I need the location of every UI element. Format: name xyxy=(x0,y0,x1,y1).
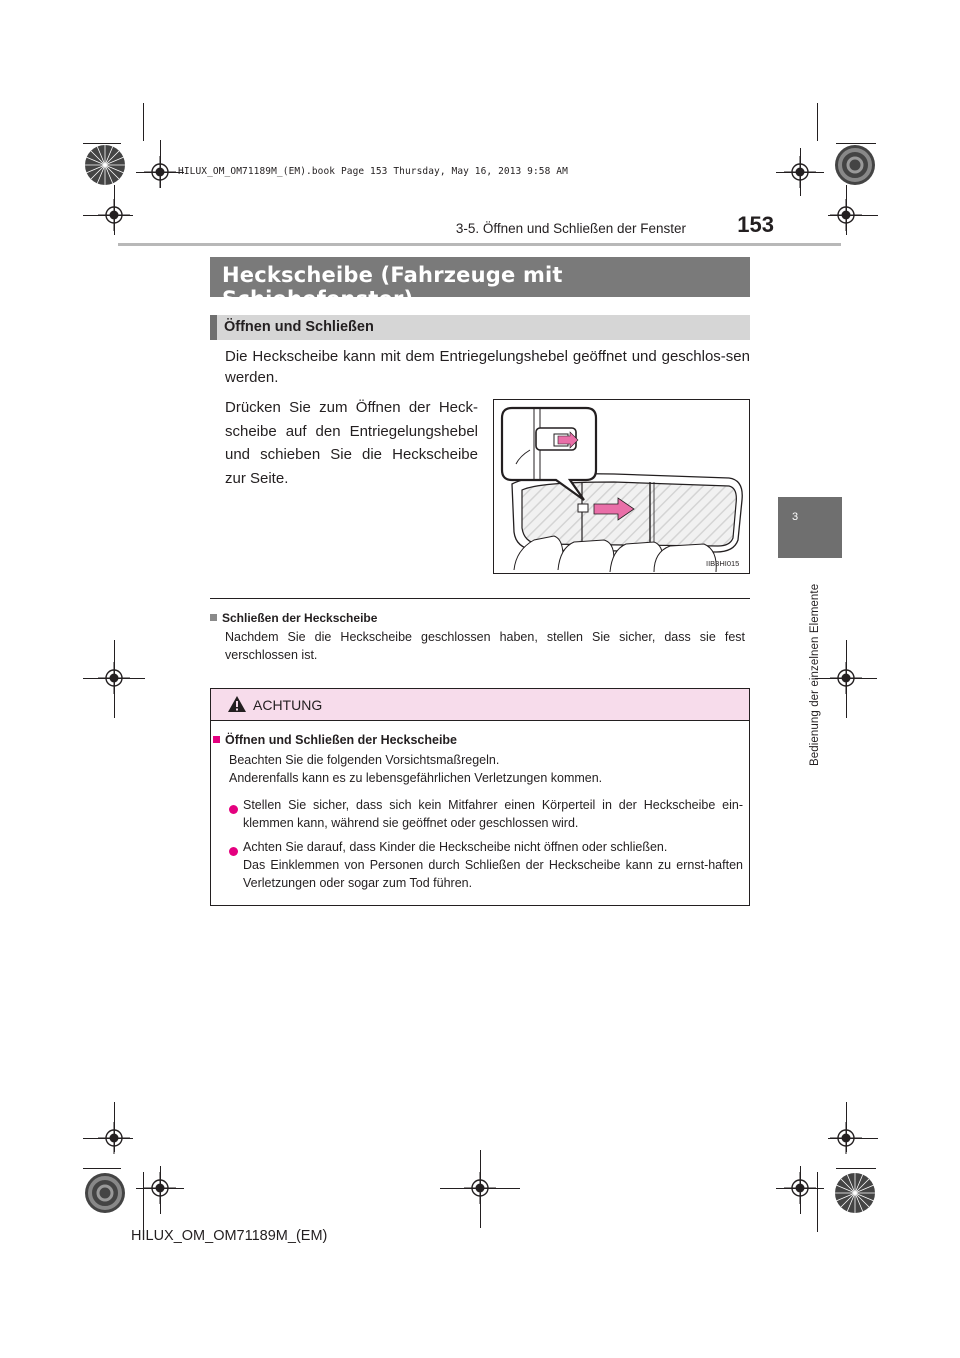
registration-mark-icon xyxy=(464,1172,496,1204)
book-info: HILUX_OM_OM71189M_(EM).book Page 153 Thursday, May 16, 2013 9:58 AM xyxy=(178,166,568,177)
registration-mark-icon xyxy=(830,1122,862,1154)
note-heading xyxy=(210,611,377,625)
warning-bullet-2-line-1: Achten Sie darauf, dass Kinder die Heckscheibe nicht öffnen oder schließen. xyxy=(243,840,668,854)
subsection-bar xyxy=(210,315,750,340)
warning-bullet-2-line-2: Das Einklemmen von Personen durch Schließen der Heckscheibe kann zu ernst-haften Verletzungen oder sogar zum Tod führen. xyxy=(243,858,743,890)
section-reference: 3-5. Öffnen und Schließen der Fenster xyxy=(455,221,686,236)
footer-text: HILUX_OM_OM71189M_(EM) xyxy=(131,1228,328,1244)
warning-header xyxy=(211,689,749,721)
square-bullet-icon xyxy=(210,614,217,621)
registration-mark-icon xyxy=(98,1122,130,1154)
subsection-title: Öffnen und Schließen xyxy=(224,319,374,335)
section-title: Heckscheibe (Fahrzeuge mit Schiebefenster) xyxy=(222,263,563,311)
header-rule xyxy=(118,243,841,246)
calibration-wheel-icon xyxy=(834,1172,876,1214)
calibration-wheel-icon xyxy=(834,144,876,186)
registration-mark-icon xyxy=(830,662,862,694)
section-divider xyxy=(210,598,750,599)
registration-mark-icon xyxy=(784,156,816,188)
registration-mark-icon xyxy=(144,156,176,188)
rear-window-drawing xyxy=(494,400,749,573)
chapter-title: Bedienung der einzelnen Elemente xyxy=(809,583,821,766)
registration-mark-icon xyxy=(784,1172,816,1204)
figure-code: IIB3HI015 xyxy=(706,559,740,568)
square-bullet-icon xyxy=(213,736,220,743)
note-title: Schließen der Heckscheibe xyxy=(222,611,378,625)
warning-triangle-icon xyxy=(227,695,247,713)
chapter-tab[interactable] xyxy=(778,497,842,558)
rear-window-illustration xyxy=(493,399,750,574)
registration-mark-icon xyxy=(98,199,130,231)
chapter-number: 3 xyxy=(792,511,799,523)
subsection-accent xyxy=(210,315,217,340)
warning-label: ACHTUNG xyxy=(253,697,323,713)
registration-mark-icon xyxy=(144,1172,176,1204)
page-number: 153 xyxy=(737,212,774,237)
bullet-dot-icon xyxy=(229,842,238,860)
note-text: Nachdem Sie die Heckscheibe geschlossen haben, stellen Sie sicher, dass sie fest verschlossen ist. xyxy=(225,630,745,662)
instruction-paragraph: Drücken Sie zum Öffnen der Heck-scheibe auf den Entriegelungshebel und schieben Sie die Heckscheibe zur Seite. xyxy=(225,399,478,487)
section-title-bar xyxy=(210,257,750,311)
calibration-wheel-icon xyxy=(84,144,126,186)
warning-line-2: Anderenfalls kann es zu lebensgefährlichen Verletzungen kommen. xyxy=(229,771,603,785)
calibration-wheel-icon xyxy=(84,1172,126,1214)
intro-paragraph: Die Heckscheibe kann mit dem Entriegelungshebel geöffnet und geschlos-sen werden. xyxy=(225,348,750,386)
warning-title-row xyxy=(213,733,457,747)
warning-title: Öffnen und Schließen der Heckscheibe xyxy=(225,733,458,747)
bullet-dot-icon xyxy=(229,800,238,818)
registration-mark-icon xyxy=(830,199,862,231)
warning-line-1: Beachten Sie die folgenden Vorsichtsmaßregeln. xyxy=(229,753,500,767)
warning-bullet-1: Stellen Sie sicher, dass sich kein Mitfahrer einen Körperteil in der Heckscheibe ein-klemmen kann, während sie geöffnet oder geschlossen wird. xyxy=(243,798,743,830)
registration-mark-icon xyxy=(98,662,130,694)
chapter-title-vertical xyxy=(809,566,823,766)
